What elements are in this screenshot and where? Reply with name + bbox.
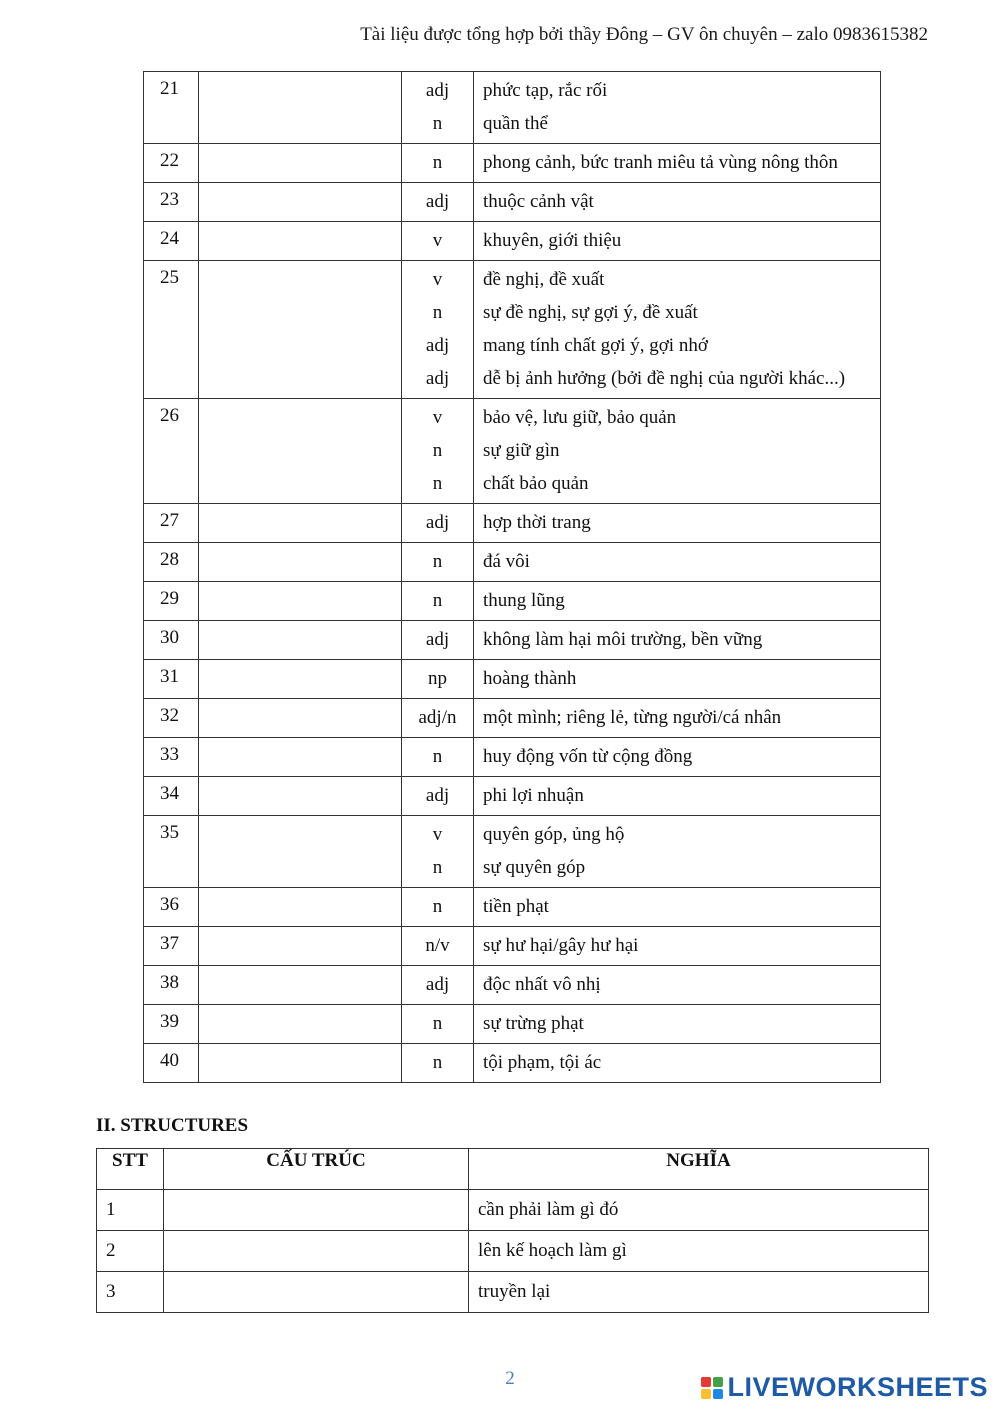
meaning-line: quyên góp, ủng hộ: [483, 824, 625, 845]
meaning: [474, 888, 881, 927]
logo-icon: [701, 1377, 723, 1399]
word-blank[interactable]: [199, 183, 402, 222]
table-row: [144, 1044, 881, 1083]
pos-line: n: [432, 302, 443, 323]
meaning: [474, 777, 881, 816]
part-of-speech: [402, 144, 474, 183]
meaning-line: thung lũng: [483, 590, 565, 611]
meaning-line: bảo vệ, lưu giữ, bảo quản: [483, 407, 677, 428]
meaning-line: sự quyên góp: [483, 857, 586, 878]
meaning: [474, 543, 881, 582]
part-of-speech: [402, 621, 474, 660]
structure-blank[interactable]: [164, 1231, 469, 1272]
row-number: 40: [144, 1044, 199, 1083]
meaning: [474, 582, 881, 621]
part-of-speech: [402, 1005, 474, 1044]
pos-line: adj: [425, 80, 450, 101]
row-number: 34: [144, 777, 199, 816]
table-row: [144, 144, 881, 183]
meaning-line: dễ bị ảnh hưởng (bởi đề nghị của người khác...): [483, 368, 846, 389]
meaning-line: sự hư hại/gây hư hại: [483, 935, 639, 956]
row-number: 24: [144, 222, 199, 261]
word-blank[interactable]: [199, 543, 402, 582]
row-number: 33: [144, 738, 199, 777]
pos-line: n: [432, 857, 443, 878]
row-number: 29: [144, 582, 199, 621]
meaning: [474, 738, 881, 777]
pos-line: n: [432, 113, 443, 134]
word-blank[interactable]: [199, 1044, 402, 1083]
word-blank[interactable]: [199, 927, 402, 966]
row-number: 36: [144, 888, 199, 927]
table-row: [144, 582, 881, 621]
pos-line: adj: [425, 512, 450, 533]
pos-line: n: [432, 551, 443, 572]
meaning-line: hoàng thành: [483, 668, 577, 689]
meaning-line: sự đề nghị, sự gợi ý, đề xuất: [483, 302, 698, 323]
part-of-speech: [402, 72, 474, 144]
structure-meaning: cần phải làm gì đó: [469, 1190, 929, 1231]
table-row: [97, 1272, 929, 1313]
meaning-line: chất bảo quản: [483, 473, 589, 494]
row-number: 39: [144, 1005, 199, 1044]
structure-meaning: lên kế hoạch làm gì: [469, 1231, 929, 1272]
part-of-speech: [402, 777, 474, 816]
logo-square: [701, 1389, 711, 1399]
row-number: 22: [144, 144, 199, 183]
part-of-speech: [402, 966, 474, 1005]
row-number: 37: [144, 927, 199, 966]
meaning-line: không làm hại môi trường, bền vững: [483, 629, 763, 650]
table-row: [97, 1190, 929, 1231]
meaning-line: sự giữ gìn: [483, 440, 560, 461]
pos-line: n: [432, 896, 443, 917]
table-row: [144, 222, 881, 261]
table-row: [144, 504, 881, 543]
meaning: [474, 1005, 881, 1044]
meaning-line: thuộc cảnh vật: [483, 191, 594, 212]
meaning: [474, 966, 881, 1005]
table-row: [144, 888, 881, 927]
meaning: [474, 72, 881, 144]
meaning: [474, 144, 881, 183]
row-number: 30: [144, 621, 199, 660]
pos-line: np: [428, 668, 447, 689]
part-of-speech: [402, 738, 474, 777]
structure-blank[interactable]: [164, 1272, 469, 1313]
part-of-speech: [402, 699, 474, 738]
word-blank[interactable]: [199, 1005, 402, 1044]
logo-square: [701, 1377, 711, 1387]
structure-meaning: truyền lại: [469, 1272, 929, 1313]
row-number: 31: [144, 660, 199, 699]
logo-text: LIVEWORKSHEETS: [727, 1372, 988, 1402]
word-blank[interactable]: [199, 777, 402, 816]
part-of-speech: [402, 261, 474, 399]
pos-line: v: [432, 824, 443, 845]
part-of-speech: [402, 660, 474, 699]
meaning-line: phong cảnh, bức tranh miêu tả vùng nông thôn: [483, 152, 838, 173]
header-meaning: NGHĨA: [469, 1149, 929, 1190]
meaning: [474, 399, 881, 504]
part-of-speech: [402, 399, 474, 504]
part-of-speech: [402, 222, 474, 261]
pos-line: n: [432, 440, 443, 461]
meaning: [474, 261, 881, 399]
word-blank[interactable]: [199, 504, 402, 543]
table-row: [144, 777, 881, 816]
pos-line: adj/n: [418, 707, 457, 728]
meaning-line: sự trừng phạt: [483, 1013, 584, 1034]
pos-line: n: [432, 473, 443, 494]
word-blank[interactable]: [199, 738, 402, 777]
row-number: 21: [144, 72, 199, 144]
part-of-speech: [402, 816, 474, 888]
pos-line: n/v: [425, 935, 450, 956]
meaning-line: một mình; riêng lẻ, từng người/cá nhân: [483, 707, 782, 728]
word-blank[interactable]: [199, 582, 402, 621]
header-stt: STT: [97, 1149, 164, 1190]
row-number: 27: [144, 504, 199, 543]
row-number: 35: [144, 816, 199, 888]
logo-square: [713, 1389, 723, 1399]
table-row: [144, 621, 881, 660]
meaning: [474, 183, 881, 222]
pos-line: v: [432, 230, 443, 251]
structures-table: [96, 1148, 929, 1313]
part-of-speech: [402, 582, 474, 621]
structures-header-row: [97, 1149, 929, 1190]
pos-line: adj: [425, 974, 450, 995]
row-number: 23: [144, 183, 199, 222]
pos-line: adj: [425, 785, 450, 806]
word-blank[interactable]: [199, 660, 402, 699]
liveworksheets-logo[interactable]: [701, 1372, 988, 1403]
meaning-line: tiền phạt: [483, 896, 549, 917]
word-blank[interactable]: [199, 816, 402, 888]
meaning: [474, 222, 881, 261]
meaning: [474, 927, 881, 966]
page-number: 2: [505, 1368, 515, 1389]
row-number: 25: [144, 261, 199, 399]
table-row: [144, 699, 881, 738]
row-number: 32: [144, 699, 199, 738]
part-of-speech: [402, 927, 474, 966]
pos-line: adj: [425, 335, 450, 356]
row-number: 28: [144, 543, 199, 582]
meaning-line: hợp thời trang: [483, 512, 591, 533]
row-number: 38: [144, 966, 199, 1005]
pos-line: n: [432, 1013, 443, 1034]
structure-number: 2: [97, 1231, 164, 1272]
meaning-line: tội phạm, tội ác: [483, 1052, 602, 1073]
meaning-line: phi lợi nhuận: [483, 785, 584, 806]
section-title: II. STRUCTURES: [96, 1115, 249, 1136]
meaning-line: đá vôi: [483, 551, 530, 572]
pos-line: n: [432, 152, 443, 173]
row-number: 26: [144, 399, 199, 504]
table-row: [144, 72, 881, 144]
word-blank[interactable]: [199, 144, 402, 183]
pos-line: v: [432, 269, 443, 290]
table-row: [97, 1231, 929, 1272]
meaning: [474, 621, 881, 660]
word-blank[interactable]: [199, 888, 402, 927]
table-row: [144, 738, 881, 777]
pos-line: adj: [425, 368, 450, 389]
meaning-line: đề nghị, đề xuất: [483, 269, 605, 290]
pos-line: n: [432, 1052, 443, 1073]
pos-line: adj: [425, 629, 450, 650]
part-of-speech: [402, 1044, 474, 1083]
word-blank[interactable]: [199, 72, 402, 144]
word-blank[interactable]: [199, 222, 402, 261]
pos-line: n: [432, 590, 443, 611]
structure-number: 3: [97, 1272, 164, 1313]
meaning: [474, 1044, 881, 1083]
word-blank[interactable]: [199, 261, 402, 399]
meaning-line: độc nhất vô nhị: [483, 974, 601, 995]
structure-blank[interactable]: [164, 1190, 469, 1231]
meaning-line: mang tính chất gợi ý, gợi nhớ: [483, 335, 708, 356]
meaning: [474, 816, 881, 888]
table-row: [144, 543, 881, 582]
meaning-line: huy động vốn từ cộng đồng: [483, 746, 693, 767]
table-row: [144, 816, 881, 888]
meaning-line: quần thể: [483, 113, 548, 134]
table-row: [144, 660, 881, 699]
part-of-speech: [402, 543, 474, 582]
part-of-speech: [402, 888, 474, 927]
table-row: [144, 1005, 881, 1044]
word-blank[interactable]: [199, 621, 402, 660]
structure-number: 1: [97, 1190, 164, 1231]
header-structure: CẤU TRÚC: [164, 1149, 469, 1190]
logo-square: [713, 1377, 723, 1387]
table-row: [144, 966, 881, 1005]
table-row: [144, 261, 881, 399]
pos-line: v: [432, 407, 443, 428]
pos-line: adj: [425, 191, 450, 212]
page-header: Tài liệu được tổng hợp bởi thầy Đông – GV ôn chuyên – zalo 0983615382: [360, 24, 928, 45]
word-blank[interactable]: [199, 966, 402, 1005]
meaning: [474, 504, 881, 543]
word-blank[interactable]: [199, 399, 402, 504]
meaning-line: phức tạp, rắc rối: [483, 80, 608, 101]
part-of-speech: [402, 504, 474, 543]
vocabulary-table: [143, 71, 881, 1083]
word-blank[interactable]: [199, 699, 402, 738]
meaning: [474, 699, 881, 738]
meaning: [474, 660, 881, 699]
meaning-line: khuyên, giới thiệu: [483, 230, 622, 251]
pos-line: n: [432, 746, 443, 767]
part-of-speech: [402, 183, 474, 222]
table-row: [144, 399, 881, 504]
table-row: [144, 183, 881, 222]
table-row: [144, 927, 881, 966]
